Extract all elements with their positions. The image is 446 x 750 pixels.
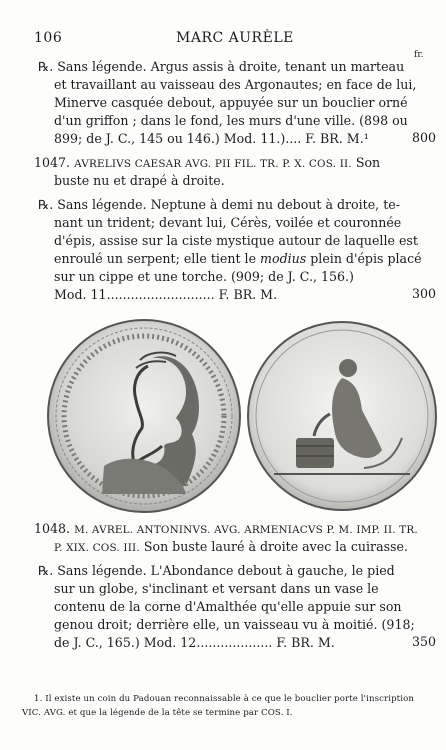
entry-line: et travaillant au vaisseau des Argonautes; en face de lui, (54, 77, 417, 92)
obverse-legend: P. XIX. COS. III. (54, 542, 140, 554)
entry-line: d'un griffon ; dans le fond, les murs d'une ville. (898 ou (54, 113, 408, 128)
entry-line: sur un globe, s'inclinant et versant dans un vase le (54, 581, 379, 596)
entry-number: 1048. (34, 521, 71, 536)
entry-text: plein d'épis placé (310, 251, 422, 266)
entry-heading-line (34, 520, 418, 539)
price-value: 300 (412, 286, 437, 301)
entry-line: 899; de J. C., 145 ou 146.) Mod. 11.).... F. BR. M.¹ (54, 131, 369, 146)
entry-line: buste nu et drapé à droite. (54, 173, 225, 188)
entry-line: de J. C., 165.) Mod. 12................... F. BR. M. (54, 635, 335, 650)
coin-obverse-image (44, 316, 244, 516)
entry-line (54, 538, 408, 557)
entry-line: ℞. Sans légende. L'Abondance debout à gauche, le pied (38, 563, 395, 578)
coin-reverse-image (244, 318, 440, 514)
obverse-legend: AVRELIVS CAESAR AVG. PII FIL. TR. P. X. COS. II. (74, 158, 352, 170)
entry-line: Mod. 11........................... F. BR. M. (54, 287, 278, 302)
obverse-legend: M. AVREL. ANTONINVS. AVG. ARMENIACVS P. M. IMP. II. TR. (74, 524, 418, 536)
entry-line: ℞. Sans légende. Argus assis à droite, tenant un marteau (38, 59, 405, 74)
entry-line: ℞. Sans légende. Neptune à demi nu debout à droite, te- (38, 197, 400, 212)
entry-text: Son (355, 155, 381, 170)
page-number: 106 (34, 30, 63, 46)
italic-term: modius (260, 251, 307, 266)
entry-number: 1047. (34, 155, 71, 170)
entry-text: Son buste lauré à droite avec la cuirasse. (143, 539, 408, 554)
footnote-line: 1. Il existe un coin du Padouan reconnaissable à ce que le bouclier porte l'inscription (34, 694, 414, 704)
running-title: MARC AURÈLE (176, 30, 294, 46)
entry-line: Minerve casquée debout, appuyée sur un bouclier orné (54, 95, 408, 110)
price-value: 800 (412, 130, 437, 145)
footnote-line: VIC. AVG. et que la légende de la tête se termine par COS. I. (22, 708, 293, 718)
entry-line: sur un cippe et une torche. (909; de J. C., 156.) (54, 269, 354, 284)
entry-line: d'épis, assise sur la ciste mystique autour de laquelle est (54, 233, 418, 248)
price-value: 350 (412, 634, 437, 649)
entry-line: contenu de la corne d'Amalthée qu'elle appuie sur son (54, 599, 402, 614)
price-column-label: fr. (414, 50, 424, 60)
entry-line: nant un trident; devant lui, Cérès, voilée et couronnée (54, 215, 402, 230)
entry-heading-line (34, 154, 380, 173)
entry-text: enroulé un serpent; elle tient le (54, 251, 257, 266)
entry-line-modius (54, 250, 422, 268)
entry-line: genou droit; derrière elle, un vaisseau vu à moitié. (918; (54, 617, 415, 632)
